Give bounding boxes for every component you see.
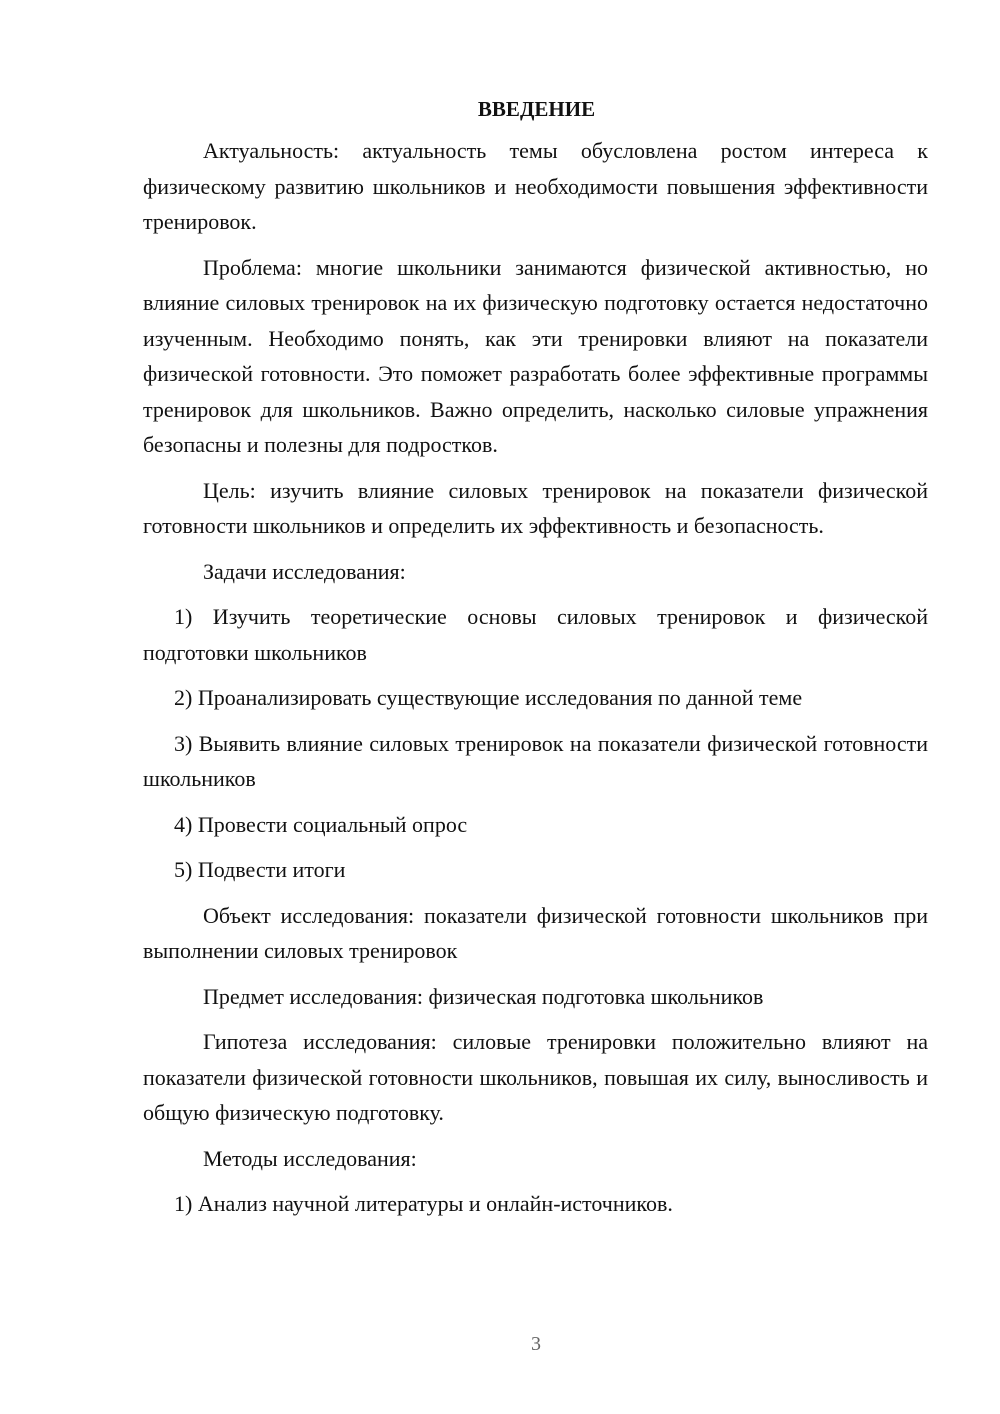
section-title: ВВЕДЕНИЕ <box>477 97 596 121</box>
page-number: 3 <box>531 1333 541 1355</box>
paragraph-goal: Цель: изучить влияние силовых тренировок на показатели физической готовности школьников и определить их эффективность и безопасность. <box>143 477 928 538</box>
paragraph-object: Объект исследования: показатели физической готовности школьников при выполнении силовых тренировок <box>143 902 928 963</box>
list-item-task-5: 5) Подвести итоги <box>174 857 346 882</box>
list-item-task-1: 1) Изучить теоретические основы силовых тренировок и физической подготовки школьников <box>143 604 928 665</box>
list-item-task-2: 2) Проанализировать существующие исследования по данной теме <box>174 685 803 710</box>
list-item-task-4: 4) Провести социальный опрос <box>174 811 468 837</box>
paragraph-relevance: Актуальность: актуальность темы обусловлена ростом интереса к физическому развитию школьников и необходимости повышения эффективности тренировок. <box>143 138 928 234</box>
paragraph-tasks-heading: Задачи исследования: <box>203 558 406 584</box>
document-page <box>143 92 928 1232</box>
paragraph-problem: Проблема: многие школьники занимаются физической активностью, но влияние силовых тренировок на их физическую подготовку остается недостаточно изученным. Необходимо понять, как эти тренировки влияют на показатели физической готовности. Это поможет разработать более эффективные программы тренировок для школьников. Важно определить, насколько силовые упражнения безопасны и полезны для подростков. <box>143 254 928 457</box>
list-item-method-1: 1) Анализ научной литературы и онлайн-источников. <box>174 1191 673 1216</box>
paragraph-methods-heading: Методы исследования: <box>203 1145 417 1171</box>
paragraph-hypothesis: Гипотеза исследования: силовые тренировки положительно влияют на показатели физической готовности школьников, повышая их силу, выносливость и общую физическую подготовку. <box>143 1029 928 1125</box>
paragraph-subject: Предмет исследования: физическая подготовка школьников <box>203 983 764 1009</box>
list-item-task-3: 3) Выявить влияние силовых тренировок на показатели физической готовности школьников <box>143 730 928 791</box>
